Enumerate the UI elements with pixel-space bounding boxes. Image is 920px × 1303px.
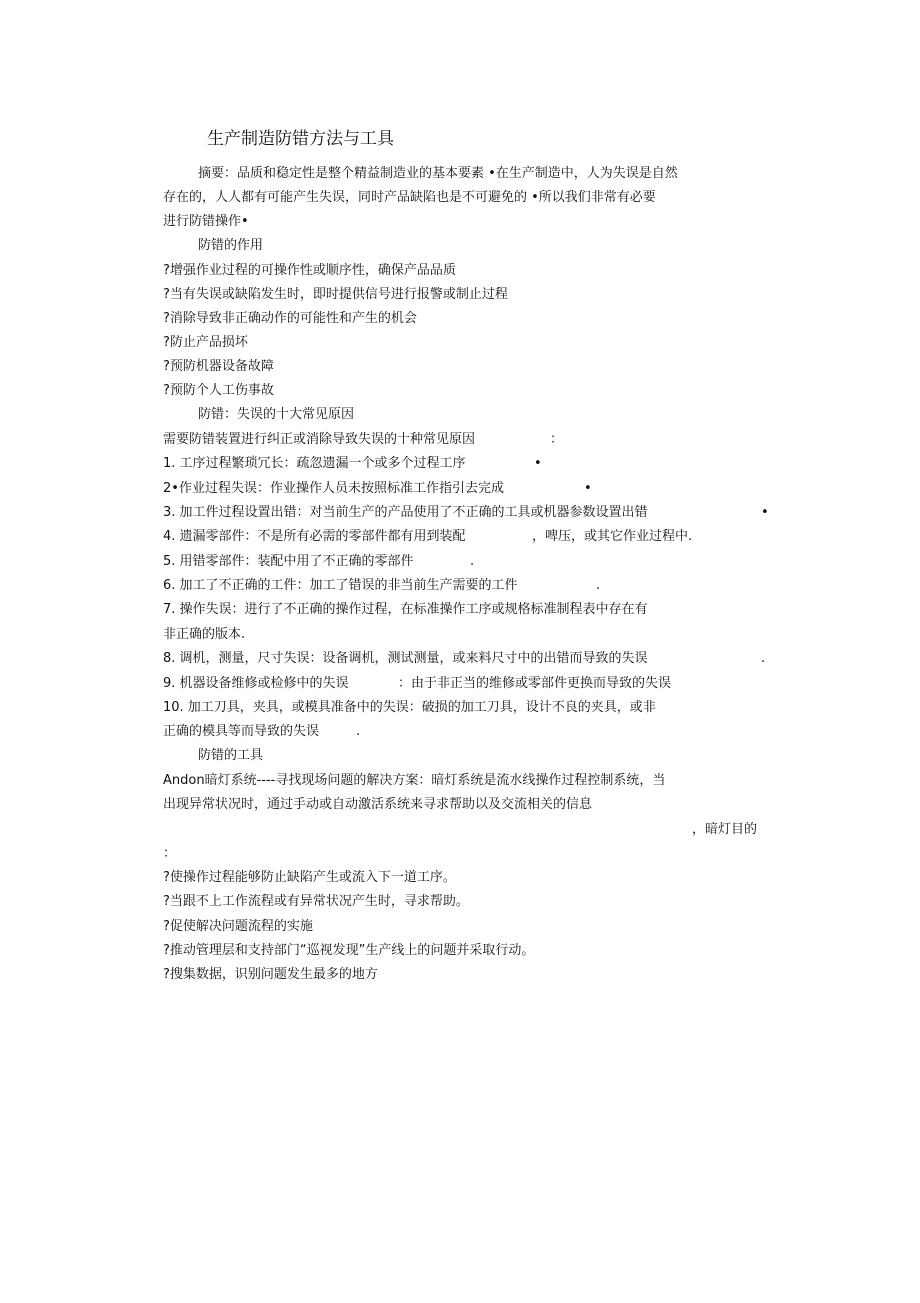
document-title: 生产制造防错方法与工具 (207, 129, 394, 149)
role-heading: 防错的作用 (198, 238, 264, 253)
cause-item-10-tail: . (356, 724, 361, 739)
causes-intro: 需要防错装置进行纠正或消除导致失误的十种常见原因 (163, 432, 476, 447)
cause-item-6: 6. 加工了不正确的工件：加工了错误的非当前生产需要的工件 (163, 578, 518, 593)
cause-item-5: 5. 用错零部件：装配中用了不正确的零部件 (163, 554, 414, 569)
cause-item-8-tail: . (761, 651, 766, 666)
andon-line-3: ，暗灯目的 (692, 822, 758, 837)
cause-item-9: 9. 机器设备维修或检修中的失误 (163, 676, 349, 691)
andon-purpose-item: ?搜集数据，识别问题发生最多的地方 (163, 967, 378, 982)
role-item: ?预防个人工伤事故 (163, 383, 274, 398)
andon-line-1: Andon暗灯系统----寻找现场问题的解决方案：暗灯系统是流水线操作过程控制系统，当 (163, 773, 666, 788)
cause-item-10-line-2: 正确的模具等而导致的失误 (163, 724, 320, 739)
cause-item-1: 1. 工序过程繁琐冗长：疏忽遗漏一个或多个过程工序 (163, 456, 466, 471)
andon-purpose-item: ?促使解决问题流程的实施 (163, 919, 313, 934)
causes-intro-mark: ： (550, 432, 564, 447)
role-item: ?增强作业过程的可操作性或顺序性，确保产品品质 (163, 263, 456, 278)
causes-heading: 防错：失误的十大常见原因 (198, 407, 355, 422)
abstract-line-1: 摘要：品质和稳定性是整个精益制造业的基本要素 •在生产制造中，人为失误是自然 (198, 166, 678, 181)
andon-purpose-item: ?当跟不上工作流程或有异常状况产生时，寻求帮助。 (163, 894, 469, 909)
cause-item-7-line-1: 7. 操作失误：进行了不正确的操作过程，在标准操作工序或规格标准制程表中存在有 (163, 602, 648, 617)
cause-item-8: 8. 调机，测量，尺寸失误：设备调机，测试测量，或来料尺寸中的出错而导致的失误 (163, 651, 648, 666)
andon-purpose-item: ?推动管理层和支持部门“巡视发现”生产线上的问题并采取行动。 (163, 943, 535, 958)
role-item: ?当有失误或缺陷发生时，即时提供信号进行报警或制止过程 (163, 287, 508, 302)
cause-item-10-line-1: 10. 加工刀具，夹具，或模具准备中的失误：破损的加工刀具，设计不良的夹具，或非 (163, 700, 656, 715)
cause-item-3: 3. 加工件过程设置出错：对当前生产的产品使用了不正确的工具或机器参数设置出错 (163, 505, 648, 520)
cause-item-4-tail: ，啤压，或其它作业过程中. (532, 529, 693, 544)
cause-item-1-tail: • (534, 456, 542, 471)
andon-line-4: ： (163, 846, 177, 861)
cause-item-3-tail: • (761, 505, 769, 520)
andon-line-2: 出现异常状况时，通过手动或自动激活系统来寻求帮助以及交流相关的信息 (163, 797, 593, 812)
cause-item-5-tail: . (470, 554, 475, 569)
tools-heading: 防错的工具 (198, 748, 264, 763)
cause-item-2: 2•作业过程失误：作业操作人员未按照标准工作指引去完成 (163, 481, 504, 496)
cause-item-9-tail: ：由于非正当的维修或零部件更换而导致的失误 (398, 676, 672, 691)
role-item: ?预防机器设备故障 (163, 359, 274, 374)
cause-item-4: 4. 遗漏零部件：不是所有必需的零部件都有用到装配 (163, 529, 466, 544)
abstract-line-3: 进行防错操作• (163, 214, 249, 229)
abstract-line-2: 存在的，人人都有可能产生失误，同时产品缺陷也是不可避免的 •所以我们非常有必要 (163, 190, 656, 205)
cause-item-6-tail: . (596, 578, 601, 593)
role-item: ?消除导致非正确动作的可能性和产生的机会 (163, 311, 417, 326)
cause-item-7-line-2: 非正确的版本. (163, 627, 246, 642)
cause-item-2-tail: • (584, 481, 592, 496)
andon-purpose-item: ?使操作过程能够防止缺陷产生或流入下一道工序。 (163, 870, 456, 885)
role-item: ?防止产品损坏 (163, 335, 248, 350)
